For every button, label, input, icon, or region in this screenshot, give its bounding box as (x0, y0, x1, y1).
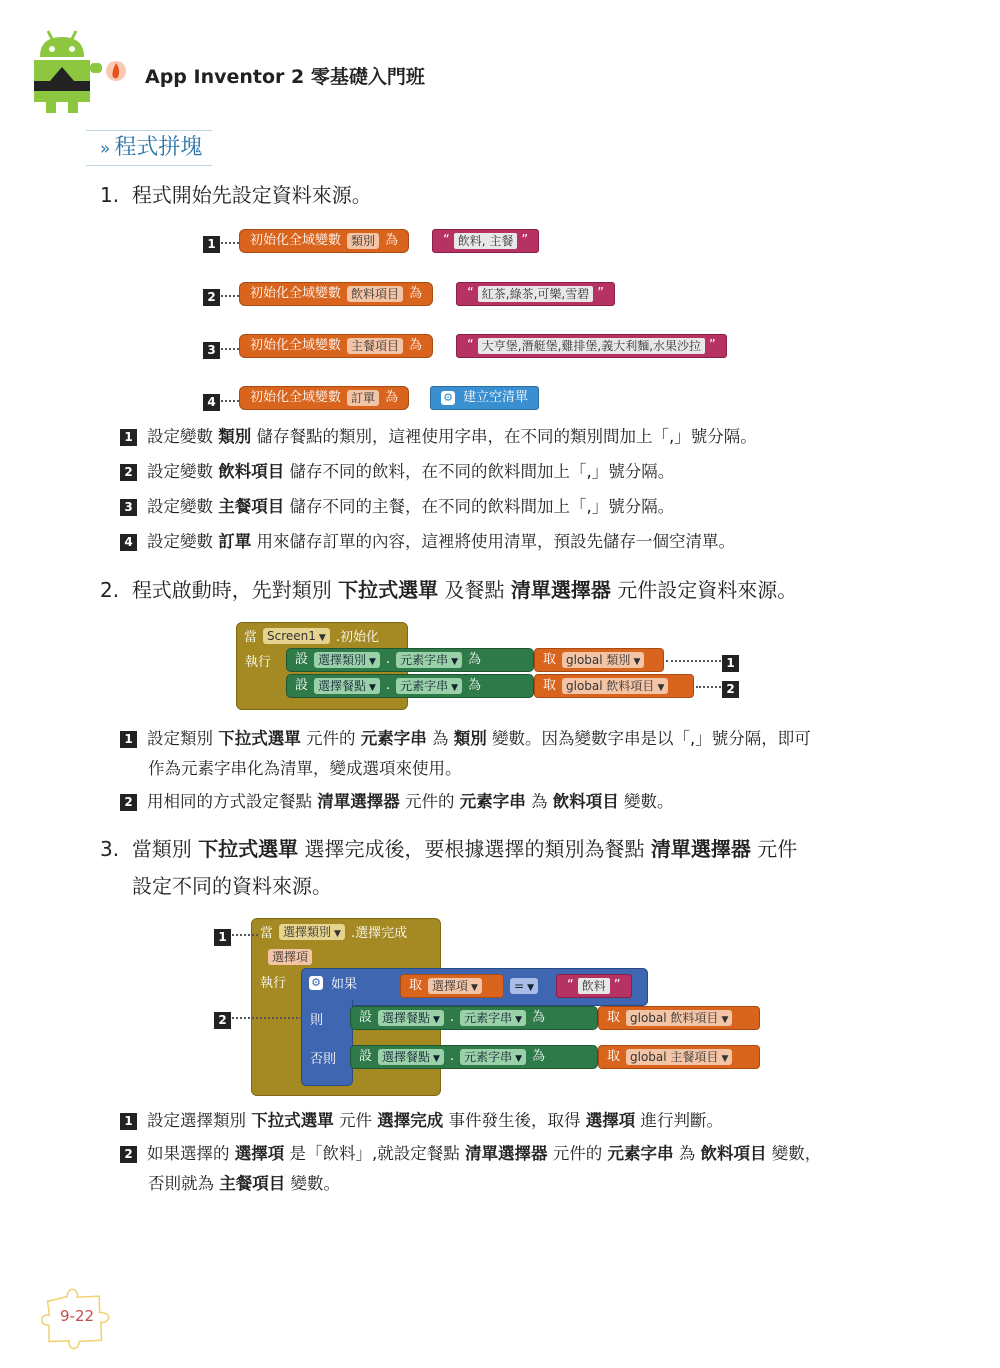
text-block[interactable]: “ 紅茶,綠茶,可樂,雪碧 ” (456, 282, 615, 306)
set-component-block[interactable]: 設 選擇類別 ▼ . 元素字串 ▼ 為 (286, 648, 534, 672)
step-number: 1. (100, 183, 120, 207)
get-param-block[interactable]: 取 選擇項 ▼ (400, 974, 504, 998)
note-3-1: 1 設定選擇類別 下拉式選單 元件 選擇完成 事件發生後，取得 選擇項 進行判斷。 (120, 1106, 723, 1136)
if-label: ⚙ 如果 (309, 973, 357, 992)
note-1-3: 3 設定變數 主餐項目 儲存不同的主餐，在不同的飲料間加上「,」號分隔。 (120, 492, 674, 522)
get-global-block[interactable]: 取 global 飲料項目 ▼ (598, 1006, 760, 1030)
note-2-1: 1 設定類別 下拉式選單 元件的 元素字串 為 類別 變數。因為變數字串是以「,」號分隔，即可 作為元素字串化為清單，變成選項來使用。 (120, 724, 920, 784)
text-block[interactable]: “ 飲料 ” (556, 974, 632, 998)
marker-1: 1 (214, 926, 231, 946)
do-label: 執行 (245, 655, 272, 670)
init-global-block[interactable]: 初始化全域變數 飲料項目 為 (239, 282, 433, 306)
set-component-block[interactable]: 設 選擇餐點 ▼ . 元素字串 ▼ 為 (350, 1006, 598, 1030)
note-3-2: 2 如果選擇的 選擇項 是「飲料」,就設定餐點 清單選擇器 元件的 元素字串 為 飲料項目 變數， 否則就為 主餐項目 變數。 (120, 1139, 920, 1199)
init-global-block[interactable]: 初始化全域變數 類別 為 (239, 229, 409, 253)
screen-dropdown[interactable]: Screen1 ▼ (263, 628, 330, 644)
marker-1: 1 (722, 652, 739, 672)
note-1-4: 4 設定變數 訂單 用來儲存訂單的內容，這裡將使用清單，預設先儲存一個空清單。 (120, 527, 735, 557)
gear-icon[interactable]: ⚙ (441, 391, 455, 405)
text-block[interactable]: “ 大亨堡,潛艇堡,雞排堡,義大利麵,水果沙拉 ” (456, 334, 727, 358)
compare-operator[interactable]: = ▼ (504, 974, 544, 998)
step-3: 3. 當類別 下拉式選單 選擇完成後，要根據選擇的類別為餐點 清單選擇器 元件 (100, 837, 798, 861)
step-3-line2: 設定不同的資料來源。 (132, 874, 332, 898)
param-field[interactable]: 選擇項 (268, 946, 312, 965)
note-1-2: 2 設定變數 飲料項目 儲存不同的飲料，在不同的飲料間加上「,」號分隔。 (120, 457, 674, 487)
then-label: 則 (310, 1013, 324, 1028)
step-2: 2. 程式啟動時，先對類別 下拉式選單 及餐點 清單選擇器 元件設定資料來源。 (100, 578, 798, 602)
get-global-block[interactable]: 取 global 類別 ▼ (534, 648, 664, 672)
event-header: 當 Screen1 ▼ .初始化 (244, 628, 379, 645)
create-empty-list-block[interactable]: ⚙ 建立空清單 (430, 386, 539, 410)
get-global-block[interactable]: 取 global 飲料項目 ▼ (534, 674, 694, 698)
section-mark: » (100, 139, 111, 159)
page-number: 9-22 (60, 1307, 95, 1325)
marker-2: 2 (203, 286, 220, 306)
step-1 (100, 176, 372, 214)
marker-1: 1 (203, 233, 220, 253)
init-global-block[interactable]: 初始化全域變數 主餐項目 為 (239, 334, 433, 358)
note-1-1: 1 設定變數 類別 儲存餐點的類別，這裡使用字串，在不同的類別間加上「,」號分隔。 (120, 422, 757, 452)
else-label: 否則 (310, 1052, 337, 1067)
marker-2: 2 (214, 1009, 231, 1029)
marker-2: 2 (722, 678, 739, 698)
marker-4: 4 (203, 391, 220, 411)
flame-icon (105, 60, 127, 82)
android-logo-icon (30, 25, 105, 115)
gear-icon[interactable]: ⚙ (309, 976, 323, 990)
book-title: App Inventor 2 零基礎入門班 (145, 66, 425, 88)
if-block-body (301, 1000, 353, 1086)
section-heading (86, 130, 212, 166)
get-global-block[interactable]: 取 global 主餐項目 ▼ (598, 1045, 760, 1069)
note-2-2: 2 用相同的方式設定餐點 清單選擇器 元件的 元素字串 為 飲料項目 變數。 (120, 787, 674, 817)
event-header: 當 選擇類別 ▼ .選擇完成 (260, 924, 408, 941)
component-dropdown[interactable]: 選擇類別 ▼ (279, 924, 345, 940)
init-global-block[interactable]: 初始化全域變數 訂單 為 (239, 386, 409, 410)
set-component-block[interactable]: 設 選擇餐點 ▼ . 元素字串 ▼ 為 (286, 674, 534, 698)
step-text: 程式開始先設定資料來源。 (131, 183, 372, 207)
text-block[interactable]: “ 飲料, 主餐 ” (432, 229, 539, 253)
do-label: 執行 (260, 976, 287, 991)
marker-3: 3 (203, 339, 220, 359)
set-component-block[interactable]: 設 選擇餐點 ▼ . 元素字串 ▼ 為 (350, 1045, 598, 1069)
section-title: 程式拼塊 (114, 135, 203, 160)
